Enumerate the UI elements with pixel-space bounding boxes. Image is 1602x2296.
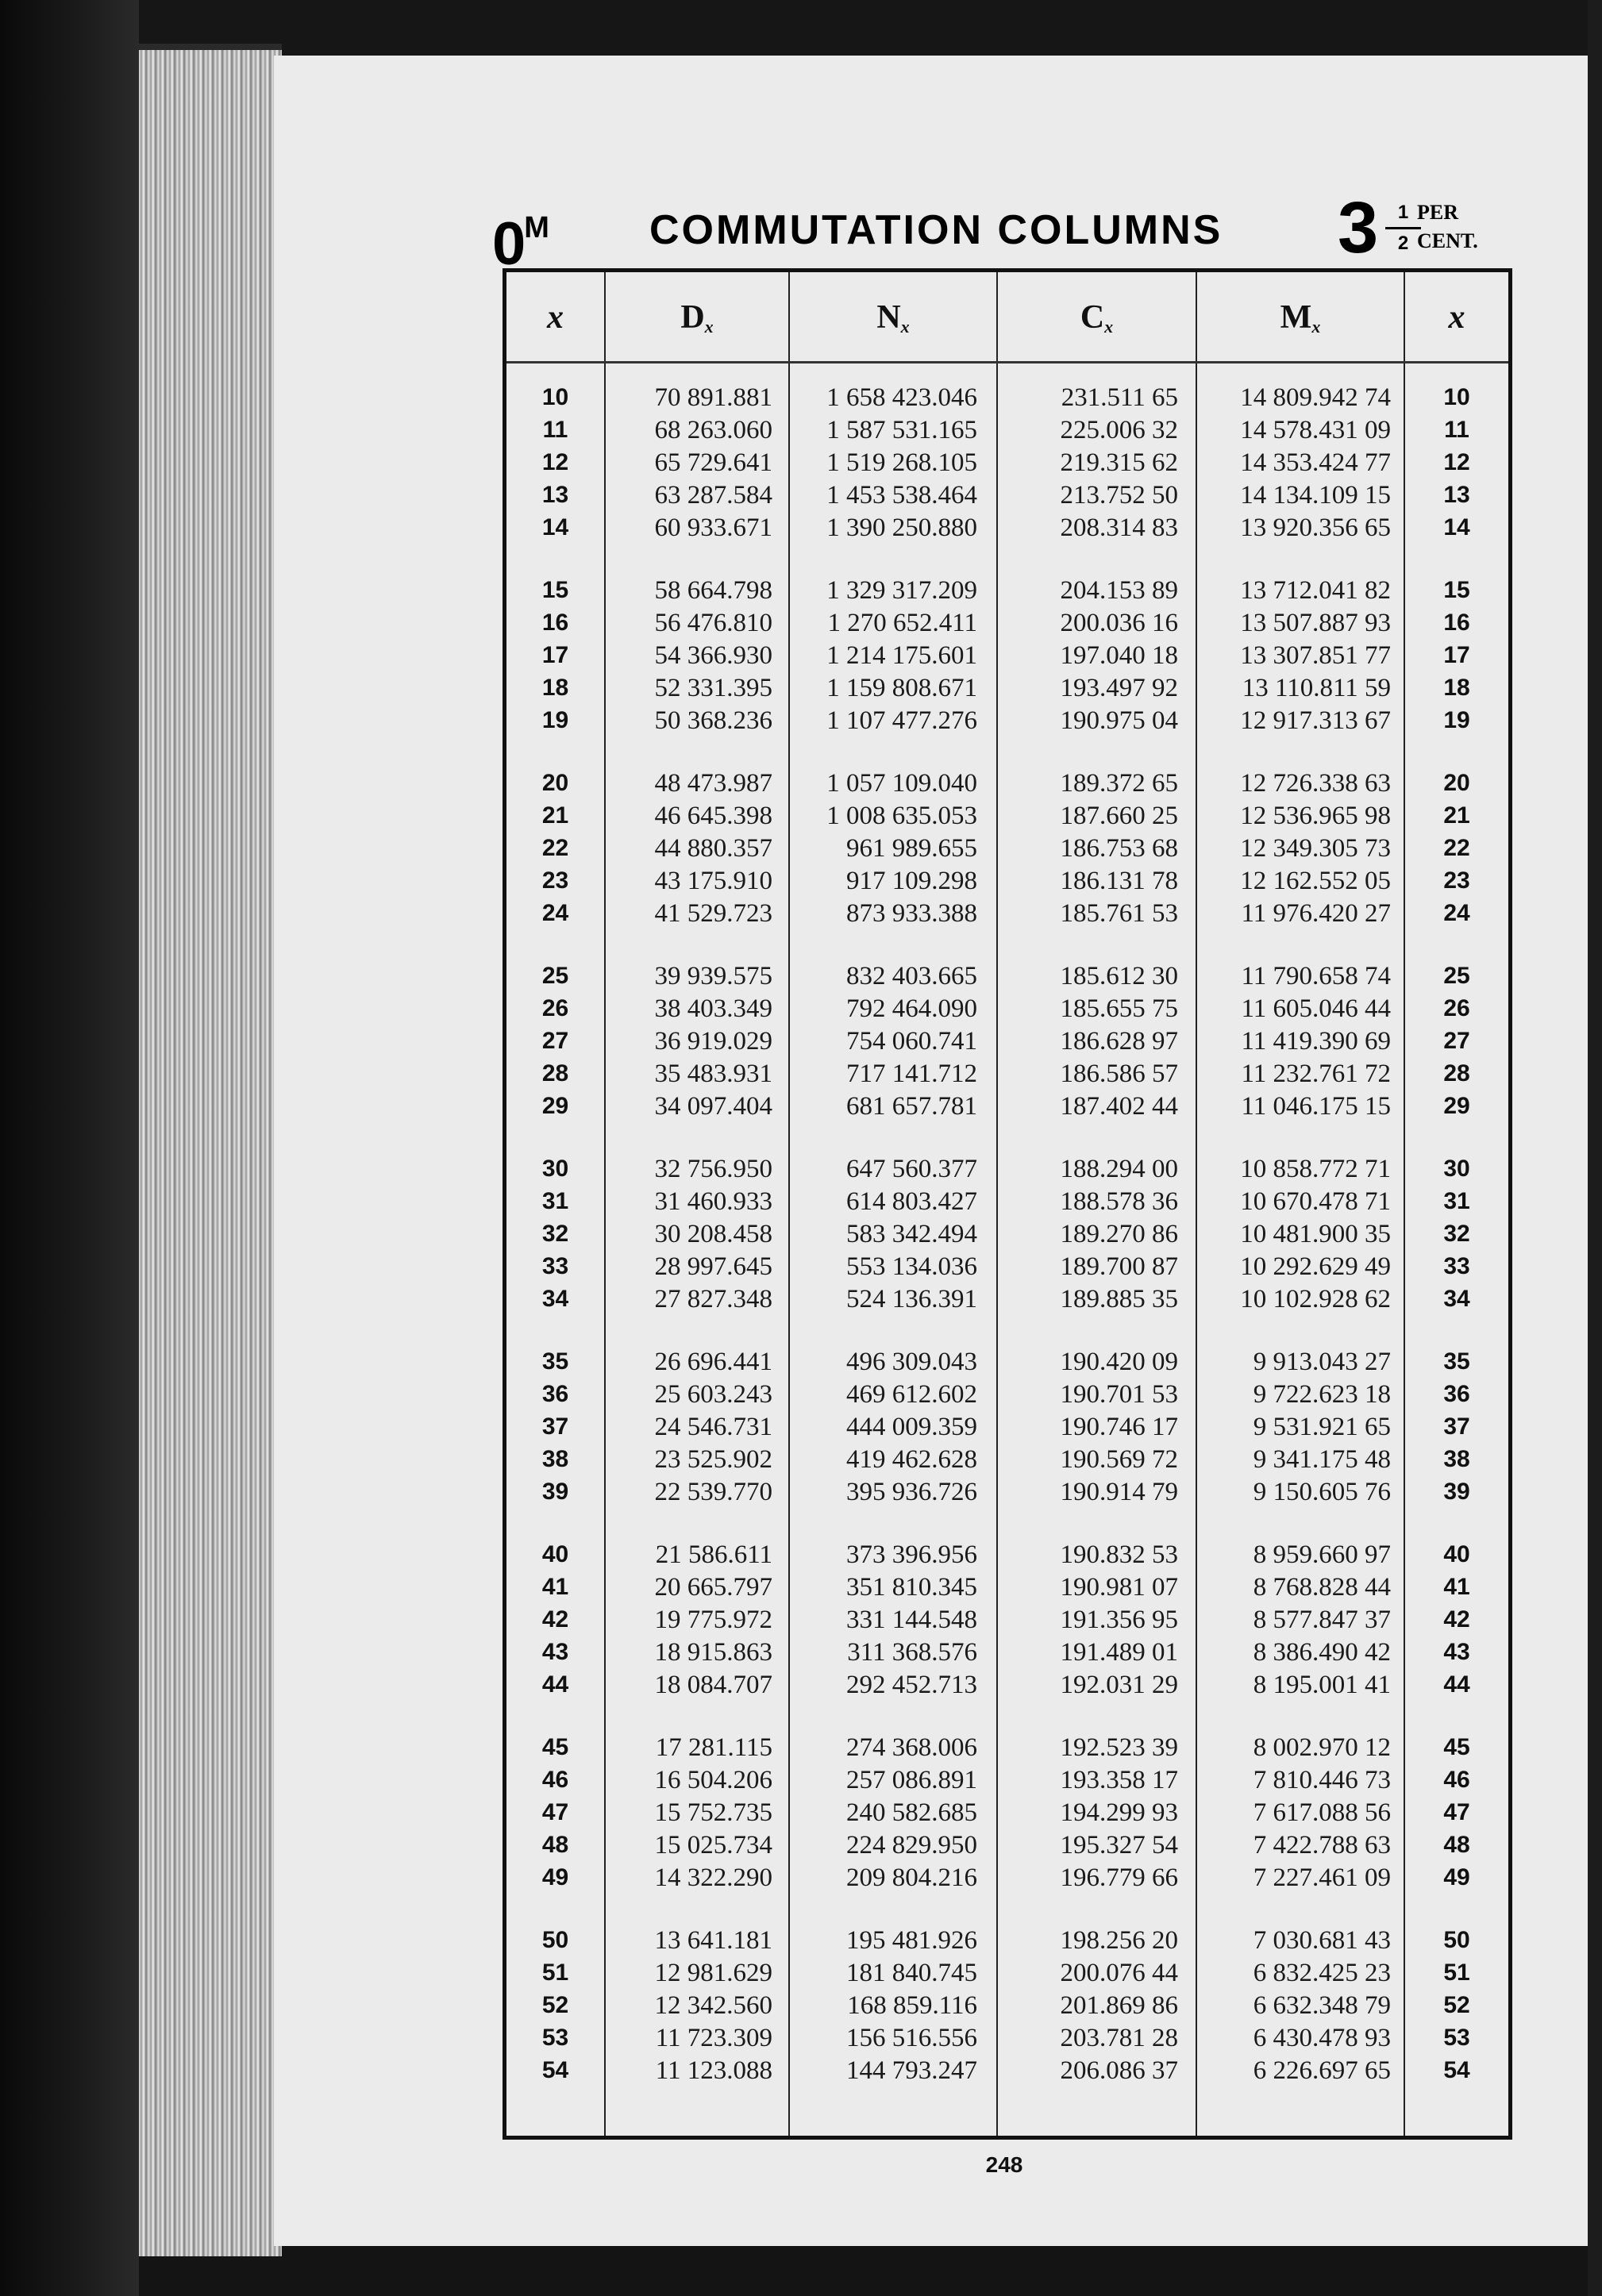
age-left: 53 (541, 2025, 569, 2051)
m-value: 9 341.175 48 (1253, 1445, 1391, 1474)
col-header-x-right: x (1448, 299, 1465, 336)
age-right: 18 (1443, 675, 1470, 701)
n-value: 311 368.576 (847, 1638, 977, 1667)
age-left: 46 (541, 1767, 569, 1793)
n-value: 195 481.926 (846, 1926, 977, 1955)
n-value: 292 452.713 (846, 1671, 977, 1699)
interest-rate-fraction (1385, 198, 1421, 262)
m-value: 13 920.356 65 (1240, 513, 1391, 542)
interest-rate-integer: 3 (1338, 187, 1379, 268)
c-value: 188.578 36 (1060, 1187, 1178, 1216)
age-left: 14 (541, 514, 569, 540)
age-left: 34 (541, 1286, 569, 1312)
c-value: 186.753 68 (1060, 834, 1178, 863)
n-value: 469 612.602 (846, 1380, 977, 1409)
c-value: 190.981 07 (1060, 1573, 1178, 1602)
m-value: 7 030.681 43 (1253, 1926, 1391, 1955)
c-value: 206.086 37 (1060, 2056, 1178, 2085)
c-value: 186.628 97 (1060, 1027, 1178, 1056)
age-left: 48 (541, 1832, 569, 1858)
rate-per: PER (1417, 201, 1458, 224)
n-value: 257 086.891 (846, 1766, 977, 1794)
m-value: 12 162.552 05 (1240, 867, 1391, 895)
n-value: 1 214 175.601 (826, 641, 977, 670)
age-left: 11 (542, 417, 568, 443)
age-right: 40 (1443, 1541, 1470, 1567)
table-code (492, 190, 548, 278)
column-divider (1196, 272, 1197, 2136)
age-left: 45 (541, 1734, 569, 1760)
m-value: 12 536.965 98 (1240, 802, 1391, 830)
d-value: 13 641.181 (654, 1926, 772, 1955)
column-divider (996, 272, 998, 2136)
m-value: 10 481.900 35 (1240, 1220, 1391, 1248)
d-value: 27 827.348 (654, 1285, 772, 1313)
m-value: 12 726.338 63 (1240, 769, 1391, 798)
n-value: 681 657.781 (846, 1092, 977, 1121)
n-value: 1 519 268.105 (826, 448, 977, 477)
n-value: 1 008 635.053 (826, 802, 977, 830)
age-left: 51 (541, 1959, 569, 1986)
c-value: 185.612 30 (1060, 962, 1178, 990)
age-left: 36 (541, 1381, 569, 1407)
d-value: 19 775.972 (654, 1606, 772, 1634)
d-value: 30 208.458 (654, 1220, 772, 1248)
column-divider (604, 272, 606, 2136)
c-value: 190.569 72 (1060, 1445, 1178, 1474)
m-value: 13 110.811 59 (1242, 674, 1391, 702)
age-right: 21 (1443, 802, 1470, 829)
m-value: 11 046.175 15 (1241, 1092, 1391, 1121)
age-left: 52 (541, 1992, 569, 2018)
age-right: 23 (1443, 867, 1470, 894)
age-left: 23 (541, 867, 569, 894)
age-right: 52 (1443, 1992, 1470, 2018)
d-value: 52 331.395 (654, 674, 772, 702)
d-value: 22 539.770 (654, 1478, 772, 1506)
c-value: 190.975 04 (1060, 706, 1178, 735)
m-value: 12 349.305 73 (1240, 834, 1391, 863)
col-header-m: $M_x$ (1280, 299, 1321, 337)
d-value: 12 342.560 (654, 1991, 772, 2020)
d-value: 25 603.243 (654, 1380, 772, 1409)
m-value: 10 670.478 71 (1240, 1187, 1391, 1216)
m-value: 6 832.425 23 (1253, 1959, 1391, 1987)
age-right: 46 (1443, 1767, 1470, 1793)
c-value: 213.752 50 (1060, 481, 1178, 510)
d-value: 63 287.584 (654, 481, 772, 510)
d-value: 21 586.611 (655, 1540, 772, 1569)
d-value: 41 529.723 (654, 899, 772, 928)
c-value: 189.700 87 (1060, 1252, 1178, 1281)
c-value: 189.372 65 (1060, 769, 1178, 798)
age-left: 17 (541, 642, 569, 668)
age-right: 34 (1443, 1286, 1470, 1312)
c-value: 200.076 44 (1060, 1959, 1178, 1987)
m-value: 7 617.088 56 (1253, 1798, 1391, 1827)
c-value: 200.036 16 (1060, 609, 1178, 637)
age-right: 28 (1443, 1060, 1470, 1086)
m-value: 13 507.887 93 (1240, 609, 1391, 637)
m-value: 10 292.629 49 (1240, 1252, 1391, 1281)
age-right: 44 (1443, 1671, 1470, 1698)
age-right: 43 (1443, 1639, 1470, 1665)
d-value: 43 175.910 (654, 867, 772, 895)
d-value: 50 368.236 (654, 706, 772, 735)
c-value: 194.299 93 (1060, 1798, 1178, 1827)
d-value: 58 664.798 (654, 576, 772, 605)
col-header-c: $C_x$ (1080, 299, 1114, 337)
c-value: 186.131 78 (1060, 867, 1178, 895)
m-value: 9 531.921 65 (1253, 1413, 1391, 1441)
m-value: 11 790.658 74 (1241, 962, 1391, 990)
m-value: 6 632.348 79 (1253, 1991, 1391, 2020)
d-value: 65 729.641 (654, 448, 772, 477)
age-right: 14 (1443, 514, 1470, 540)
n-value: 583 342.494 (846, 1220, 977, 1248)
m-value: 11 976.420 27 (1241, 899, 1391, 928)
c-value: 188.294 00 (1060, 1155, 1178, 1183)
c-value: 208.314 83 (1060, 513, 1178, 542)
age-left: 10 (541, 384, 569, 410)
n-value: 553 134.036 (846, 1252, 977, 1281)
m-value: 13 712.041 82 (1240, 576, 1391, 605)
age-right: 39 (1443, 1479, 1470, 1505)
d-value: 17 281.115 (655, 1733, 772, 1762)
age-left: 33 (541, 1253, 569, 1279)
age-right: 32 (1443, 1221, 1470, 1247)
m-value: 10 102.928 62 (1240, 1285, 1391, 1313)
age-right: 20 (1443, 770, 1470, 796)
d-value: 12 981.629 (654, 1959, 772, 1987)
c-value: 190.420 09 (1060, 1348, 1178, 1376)
age-right: 31 (1443, 1188, 1470, 1214)
page-title: COMMUTATION COLUMNS (649, 207, 1223, 253)
n-value: 873 933.388 (846, 899, 977, 928)
table-code-sup: M (524, 211, 548, 244)
age-right: 26 (1443, 995, 1470, 1021)
age-left: 42 (541, 1606, 569, 1633)
age-left: 54 (541, 2057, 569, 2083)
d-value: 68 263.060 (654, 416, 772, 444)
d-value: 11 123.088 (655, 2056, 772, 2085)
age-right: 54 (1443, 2057, 1470, 2083)
d-value: 15 025.734 (654, 1831, 772, 1859)
age-left: 39 (541, 1479, 569, 1505)
m-value: 7 422.788 63 (1253, 1831, 1391, 1859)
age-left: 30 (541, 1156, 569, 1182)
n-value: 240 582.685 (846, 1798, 977, 1827)
n-value: 754 060.741 (846, 1027, 977, 1056)
age-left: 25 (541, 963, 569, 989)
d-value: 14 322.290 (654, 1863, 772, 1892)
n-value: 168 859.116 (847, 1991, 977, 2020)
age-left: 22 (541, 835, 569, 861)
n-value: 1 270 652.411 (827, 609, 977, 637)
age-right: 25 (1443, 963, 1470, 989)
n-value: 444 009.359 (846, 1413, 977, 1441)
n-value: 373 396.956 (846, 1540, 977, 1569)
age-right: 45 (1443, 1734, 1470, 1760)
c-value: 196.779 66 (1060, 1863, 1178, 1892)
c-value: 192.031 29 (1060, 1671, 1178, 1699)
age-right: 24 (1443, 900, 1470, 926)
scan-right-margin (1588, 0, 1602, 2296)
page-number: 248 (985, 2152, 1023, 2177)
interest-rate-denominator: 2 (1397, 233, 1409, 254)
d-value: 35 483.931 (654, 1060, 772, 1088)
n-value: 1 587 531.165 (826, 416, 977, 444)
c-value: 185.761 53 (1060, 899, 1178, 928)
n-value: 144 793.247 (846, 2056, 977, 2085)
age-right: 37 (1443, 1413, 1470, 1440)
c-value: 190.746 17 (1060, 1413, 1178, 1441)
age-left: 43 (541, 1639, 569, 1665)
age-left: 44 (541, 1671, 569, 1698)
c-value: 187.660 25 (1060, 802, 1178, 830)
age-right: 48 (1443, 1832, 1470, 1858)
m-value: 9 913.043 27 (1253, 1348, 1391, 1376)
m-value: 14 809.942 74 (1240, 383, 1391, 412)
age-left: 16 (541, 610, 569, 636)
col-header-d: $D_x$ (680, 299, 714, 337)
n-value: 1 057 109.040 (826, 769, 977, 798)
d-value: 28 997.645 (654, 1252, 772, 1281)
age-right: 35 (1443, 1348, 1470, 1375)
n-value: 419 462.628 (846, 1445, 977, 1474)
age-right: 10 (1443, 384, 1470, 410)
n-value: 917 109.298 (846, 867, 977, 895)
age-left: 37 (541, 1413, 569, 1440)
m-value: 11 419.390 69 (1241, 1027, 1391, 1056)
rate-cent: CENT. (1417, 229, 1478, 252)
age-left: 15 (541, 577, 569, 603)
m-value: 14 134.109 15 (1240, 481, 1391, 510)
c-value: 190.914 79 (1060, 1478, 1178, 1506)
n-value: 209 804.216 (846, 1863, 977, 1892)
d-value: 48 473.987 (654, 769, 772, 798)
age-right: 27 (1443, 1028, 1470, 1054)
n-value: 224 829.950 (846, 1831, 977, 1859)
age-left: 41 (541, 1574, 569, 1600)
m-value: 11 232.761 72 (1241, 1060, 1391, 1088)
d-value: 15 752.735 (654, 1798, 772, 1827)
n-value: 1 107 477.276 (826, 706, 977, 735)
d-value: 46 645.398 (654, 802, 772, 830)
d-value: 11 723.309 (655, 2024, 772, 2052)
age-left: 40 (541, 1541, 569, 1567)
age-left: 28 (541, 1060, 569, 1086)
m-value: 8 386.490 42 (1253, 1638, 1391, 1667)
col-header-x-left: x (547, 299, 564, 336)
age-right: 51 (1443, 1959, 1470, 1986)
m-value: 12 917.313 67 (1240, 706, 1391, 735)
n-value: 1 159 808.671 (826, 674, 977, 702)
c-value: 190.701 53 (1060, 1380, 1178, 1409)
col-header-n: $N_x$ (876, 299, 910, 337)
n-value: 156 516.556 (846, 2024, 977, 2052)
n-value: 647 560.377 (846, 1155, 977, 1183)
commutation-table (503, 268, 1512, 2140)
m-value: 14 578.431 09 (1240, 416, 1391, 444)
age-left: 27 (541, 1028, 569, 1054)
m-value: 8 768.828 44 (1253, 1573, 1391, 1602)
d-value: 60 933.671 (654, 513, 772, 542)
m-value: 10 858.772 71 (1240, 1155, 1391, 1183)
n-value: 614 803.427 (846, 1187, 977, 1216)
interest-rate-numerator: 1 (1385, 198, 1421, 229)
d-value: 44 880.357 (654, 834, 772, 863)
age-right: 53 (1443, 2025, 1470, 2051)
n-value: 181 840.745 (846, 1959, 977, 1987)
n-value: 331 144.548 (846, 1606, 977, 1634)
age-right: 17 (1443, 642, 1470, 668)
age-right: 36 (1443, 1381, 1470, 1407)
age-right: 19 (1443, 707, 1470, 733)
d-value: 70 891.881 (654, 383, 772, 412)
d-value: 18 915.863 (654, 1638, 772, 1667)
c-value: 219.315 62 (1060, 448, 1178, 477)
age-right: 47 (1443, 1799, 1470, 1825)
scan-top-margin (139, 0, 1602, 56)
d-value: 20 665.797 (654, 1573, 772, 1602)
n-value: 395 936.726 (846, 1478, 977, 1506)
n-value: 832 403.665 (846, 962, 977, 990)
age-left: 12 (541, 449, 569, 475)
c-value: 197.040 18 (1060, 641, 1178, 670)
n-value: 496 309.043 (846, 1348, 977, 1376)
n-value: 351 810.345 (846, 1573, 977, 1602)
c-value: 186.586 57 (1060, 1060, 1178, 1088)
n-value: 1 453 538.464 (826, 481, 977, 510)
d-value: 34 097.404 (654, 1092, 772, 1121)
n-value: 717 141.712 (846, 1060, 977, 1088)
age-right: 41 (1443, 1574, 1470, 1600)
m-value: 11 605.046 44 (1241, 994, 1391, 1023)
age-left: 35 (541, 1348, 569, 1375)
age-left: 50 (541, 1927, 569, 1953)
age-left: 26 (541, 995, 569, 1021)
d-value: 23 525.902 (654, 1445, 772, 1474)
c-value: 189.270 86 (1060, 1220, 1178, 1248)
d-value: 32 756.950 (654, 1155, 772, 1183)
c-value: 191.489 01 (1060, 1638, 1178, 1667)
age-left: 38 (541, 1446, 569, 1472)
d-value: 24 546.731 (654, 1413, 772, 1441)
d-value: 16 504.206 (654, 1766, 772, 1794)
d-value: 54 366.930 (654, 641, 772, 670)
d-value: 38 403.349 (654, 994, 772, 1023)
age-right: 13 (1443, 482, 1470, 508)
d-value: 26 696.441 (654, 1348, 772, 1376)
n-value: 524 136.391 (846, 1285, 977, 1313)
age-left: 47 (541, 1799, 569, 1825)
age-right: 42 (1443, 1606, 1470, 1633)
age-right: 15 (1443, 577, 1470, 603)
d-value: 56 476.810 (654, 609, 772, 637)
m-value: 8 002.970 12 (1253, 1733, 1391, 1762)
c-value: 189.885 35 (1060, 1285, 1178, 1313)
d-value: 36 919.029 (654, 1027, 772, 1056)
age-right: 29 (1443, 1093, 1470, 1119)
c-value: 201.869 86 (1060, 1991, 1178, 2020)
c-value: 193.358 17 (1060, 1766, 1178, 1794)
c-value: 191.356 95 (1060, 1606, 1178, 1634)
age-left: 20 (541, 770, 569, 796)
d-value: 18 084.707 (654, 1671, 772, 1699)
c-value: 203.781 28 (1060, 2024, 1178, 2052)
c-value: 204.153 89 (1060, 576, 1178, 605)
c-value: 195.327 54 (1060, 1831, 1178, 1859)
age-left: 13 (541, 482, 569, 508)
age-left: 21 (541, 802, 569, 829)
age-left: 31 (541, 1188, 569, 1214)
m-value: 8 959.660 97 (1253, 1540, 1391, 1569)
n-value: 792 464.090 (846, 994, 977, 1023)
c-value: 231.511 65 (1061, 383, 1178, 412)
n-value: 1 390 250.880 (826, 513, 977, 542)
n-value: 1 329 317.209 (826, 576, 977, 605)
age-left: 24 (541, 900, 569, 926)
c-value: 225.006 32 (1060, 416, 1178, 444)
age-right: 12 (1443, 449, 1470, 475)
m-value: 7 227.461 09 (1253, 1863, 1391, 1892)
c-value: 198.256 20 (1060, 1926, 1178, 1955)
age-left: 18 (541, 675, 569, 701)
table-code-letter: 0 (492, 210, 525, 278)
age-left: 32 (541, 1221, 569, 1247)
c-value: 187.402 44 (1060, 1092, 1178, 1121)
d-value: 39 939.575 (654, 962, 772, 990)
age-right: 50 (1443, 1927, 1470, 1953)
interest-rate-unit (1417, 198, 1512, 256)
age-left: 49 (541, 1864, 569, 1890)
m-value: 8 195.001 41 (1253, 1671, 1391, 1699)
age-right: 38 (1443, 1446, 1470, 1472)
m-value: 6 430.478 93 (1253, 2024, 1391, 2052)
column-divider (788, 272, 790, 2136)
c-value: 190.832 53 (1060, 1540, 1178, 1569)
age-right: 22 (1443, 835, 1470, 861)
m-value: 9 722.623 18 (1253, 1380, 1391, 1409)
age-left: 29 (541, 1093, 569, 1119)
n-value: 961 989.655 (846, 834, 977, 863)
c-value: 192.523 39 (1060, 1733, 1178, 1762)
m-value: 7 810.446 73 (1253, 1766, 1391, 1794)
m-value: 8 577.847 37 (1253, 1606, 1391, 1634)
c-value: 185.655 75 (1060, 994, 1178, 1023)
age-right: 30 (1443, 1156, 1470, 1182)
m-value: 13 307.851 77 (1240, 641, 1391, 670)
c-value: 193.497 92 (1060, 674, 1178, 702)
book-page-edges (139, 44, 282, 2256)
n-value: 1 658 423.046 (826, 383, 977, 412)
age-right: 49 (1443, 1864, 1470, 1890)
n-value: 274 368.006 (846, 1733, 977, 1762)
d-value: 31 460.933 (654, 1187, 772, 1216)
m-value: 14 353.424 77 (1240, 448, 1391, 477)
header-rule (506, 361, 1508, 363)
m-value: 6 226.697 65 (1253, 2056, 1391, 2085)
m-value: 9 150.605 76 (1253, 1478, 1391, 1506)
age-left: 19 (541, 707, 569, 733)
age-right: 11 (1444, 417, 1469, 443)
age-right: 16 (1443, 610, 1470, 636)
age-right: 33 (1443, 1253, 1470, 1279)
scan-left-margin (0, 0, 139, 2296)
